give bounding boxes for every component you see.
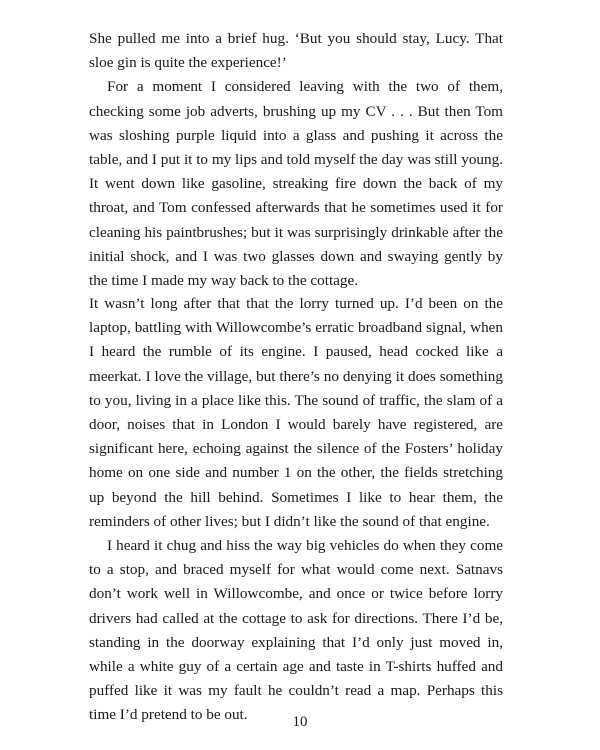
- paragraph: It wasn’t long after that that the lorry turned up. I’d been on the laptop, battling with Willowcombe’s erratic broadband signal, when I heard the rumble of its engine. I paused, head cocked like a meerkat. I love the village, but there’s no denying it does something to you, living in a place like this. The sound of traffic, the slam of a door, noises that in London I would barely have registered, are significant here, echoing against the silence of the Fosters’ holiday home on one side and number 1 on the other, the fields stretching up beyond the hill behind. Sometimes I like to hear them, the reminders of other lives; but I didn’t like the sound of that engine.: [89, 295, 503, 530]
- paragraph: For a moment I considered leaving with the two of them, checking some job adverts, brushing up my CV . . . But then Tom was sloshing purple liquid into a glass and pushing it across the table, and I put it to my lips and told myself the day was still young. It went down like gasoline, streaking fire down the back of my throat, and Tom confessed afterwards that he sometimes used it for cleaning his paintbrushes; but it was surprisingly drinkable after the initial shock, and I was two glasses down and swaying gently by the time I made my way back to the cottage.: [89, 78, 503, 290]
- text-section-1: [89, 27, 503, 293]
- paragraph: She pulled me into a brief hug. ‘But you should stay, Lucy. That sloe gin is quite the experience!’: [89, 30, 503, 72]
- page-number: 10: [292, 714, 308, 730]
- text-section-2: [89, 292, 503, 728]
- paragraph: I heard it chug and hiss the way big vehicles do when they come to a stop, and braced myself for what would come next. Satnavs don’t work well in Willowcombe, and once or twice before lorry drivers had called at the cottage to ask for directions. There I’d be, standing in the doorway explaining that I’d only just moved in, while a white guy of a certain age and taste in T-shirts huffed and puffed like it was my fault he couldn’t read a map. Perhaps this time I’d pretend to be out.: [89, 537, 503, 724]
